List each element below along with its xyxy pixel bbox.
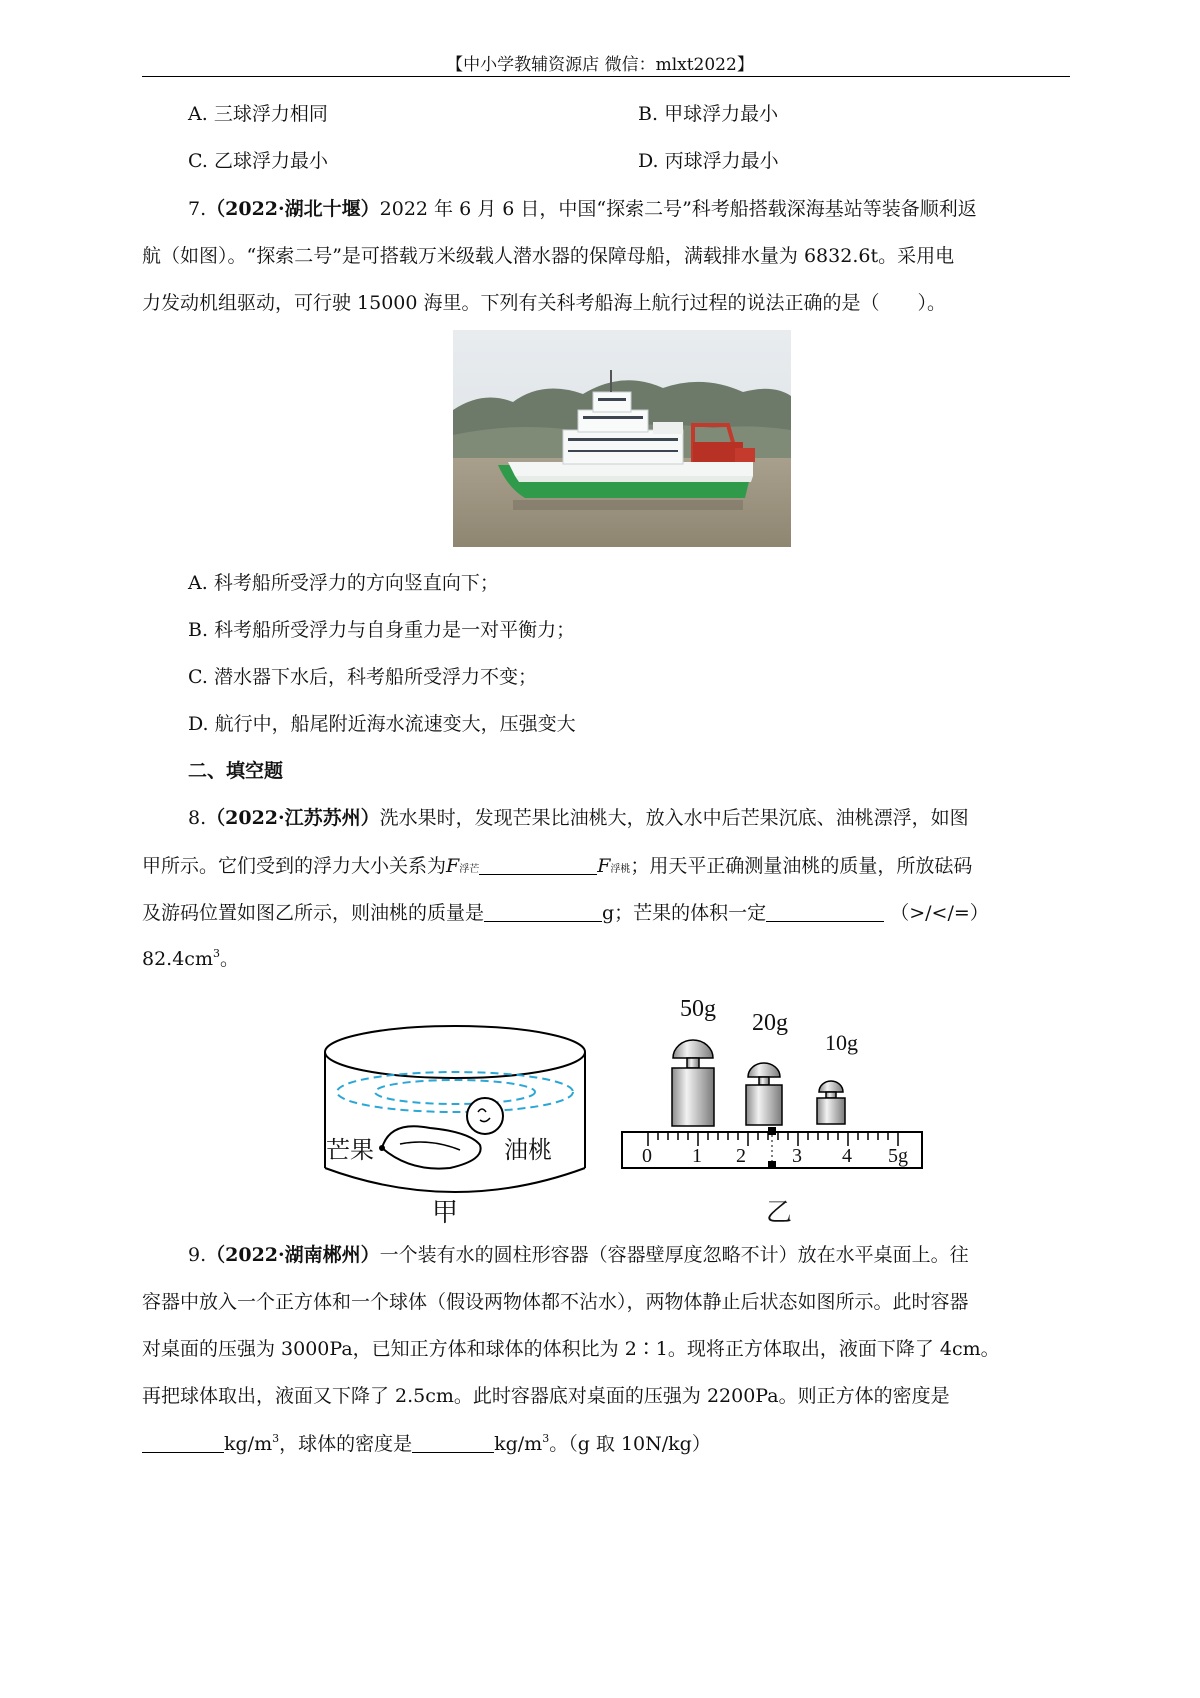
- scale-tick-3: 3: [792, 1145, 802, 1167]
- option-text: 科考船所受浮力与自身重力是一对平衡力；: [214, 619, 576, 641]
- question-text: 一个装有水的圆柱形容器（容器壁厚度忽略不计）放在水平桌面上。往: [379, 1244, 969, 1266]
- q8-line-1: [188, 809, 969, 828]
- q8-line-2: [142, 856, 972, 876]
- option-text: 甲球浮力最小: [664, 103, 779, 125]
- weight-label-50g: 50g: [680, 996, 716, 1022]
- q6-option-c: [188, 152, 328, 171]
- section-heading-fill-in: 二、填空题: [188, 760, 284, 782]
- page-header: 【中小学教辅资源店 微信：mlxt2022】: [446, 55, 754, 75]
- figure-yi-weights-and-scale: [618, 1020, 928, 1200]
- question-text: 。（g 取 10N/kg）: [549, 1433, 711, 1455]
- scale-tick-2: 2: [736, 1145, 746, 1167]
- option-text: 潜水器下水后，科考船所受浮力不变；: [213, 666, 537, 688]
- question-source: （2022·湖北十堰）: [206, 198, 380, 220]
- scale-tick-1: 1: [692, 1145, 702, 1167]
- option-key: A.: [188, 572, 208, 594]
- question-number: 9.: [188, 1244, 207, 1266]
- question-number: 8.: [188, 807, 207, 829]
- superscript: 3: [542, 1432, 550, 1445]
- option-key: C.: [188, 666, 208, 688]
- question-number: 7.: [188, 198, 207, 220]
- option-text: 丙球浮力最小: [664, 150, 779, 172]
- question-text: 82.4cm: [142, 948, 213, 970]
- scale-tick-4: 4: [842, 1145, 852, 1167]
- caption-jia: 甲: [432, 1198, 459, 1228]
- option-text: 三球浮力相同: [213, 103, 328, 125]
- f-peach-symbol: F浮桃: [597, 855, 631, 877]
- f-mango-subscript: 浮芒: [459, 864, 480, 875]
- option-key: C.: [188, 150, 208, 172]
- weight-label-10g: 10g: [825, 1030, 858, 1055]
- question-source: （2022·江苏苏州）: [206, 807, 380, 829]
- research-ship-photo: [453, 330, 791, 547]
- q6-option-a: [188, 105, 328, 124]
- superscript: 3: [272, 1432, 280, 1445]
- label-peach: 油桃: [504, 1136, 552, 1164]
- caption-yi: 乙: [766, 1198, 793, 1228]
- option-text: 科考船所受浮力的方向竖直向下；: [213, 572, 499, 594]
- answer-blank-sphere-density[interactable]: [412, 1434, 494, 1453]
- option-text: 乙球浮力最小: [213, 150, 328, 172]
- q9-line-5: [142, 1434, 711, 1454]
- option-key: A.: [188, 103, 208, 125]
- answer-blank[interactable]: [484, 903, 602, 922]
- q7-line-2: 航（如图）。“探索二号”是可搭载万米级载人潜水器的保障母船，满载排水量为 6832.6t。采用电: [142, 245, 955, 267]
- f-mango-symbol: F浮芒: [446, 855, 480, 877]
- option-key: B.: [638, 103, 659, 125]
- scale-tick-0: 0: [642, 1145, 652, 1167]
- q8-line-3: [142, 903, 989, 923]
- q8-line-4: [142, 947, 239, 970]
- question-text: 2022 年 6 月 6 日，中国“探索二号”科考船搭载深海基站等装备顺利返: [379, 198, 977, 220]
- q9-line-3: 对桌面的压强为 3000Pa，已知正方体和球体的体积比为 2∶1。现将正方体取出，液面下降了 4cm。: [142, 1338, 1000, 1360]
- option-key: B.: [188, 619, 209, 641]
- q7-line-1: [188, 200, 977, 219]
- q7-option-a: [188, 574, 499, 593]
- superscript: 3: [212, 947, 220, 960]
- question-text: ；用天平正确测量油桃的质量，所放砝码: [630, 855, 973, 877]
- question-text: kg/m: [494, 1433, 543, 1455]
- q7-option-c: [188, 668, 537, 687]
- q9-line-2: 容器中放入一个正方体和一个球体（假设两物体都不沾水），两物体静止后状态如图所示。此时容器: [142, 1291, 969, 1313]
- f-peach-subscript: 浮桃: [610, 864, 631, 875]
- question-text: 甲所示。它们受到的浮力大小关系为: [142, 855, 447, 877]
- question-text: 洗水果时，发现芒果比油桃大，放入水中后芒果沉底、油桃漂浮，如图: [379, 807, 969, 829]
- question-source: （2022·湖南郴州）: [206, 1244, 380, 1266]
- question-text: （>/</=）: [890, 902, 989, 924]
- q6-option-d: [638, 152, 779, 171]
- label-mango: 芒果: [326, 1136, 374, 1164]
- q6-option-b: [638, 105, 778, 124]
- answer-blank[interactable]: [766, 903, 884, 922]
- scale-tick-5g: 5g: [888, 1145, 908, 1167]
- question-text: ，球体的密度是: [279, 1433, 413, 1455]
- answer-blank[interactable]: [479, 856, 597, 875]
- question-text: 。: [219, 948, 239, 970]
- q7-option-d: [188, 715, 576, 734]
- question-text: 及游码位置如图乙所示，则油桃的质量是: [142, 902, 485, 924]
- option-key: D.: [188, 713, 209, 735]
- q7-option-b: [188, 621, 575, 640]
- answer-blank-cube-density[interactable]: [142, 1434, 224, 1453]
- weight-label-20g: 20g: [752, 1010, 788, 1036]
- header-rule: [142, 76, 1070, 77]
- q9-line-1: [188, 1246, 969, 1265]
- question-text: kg/m: [224, 1433, 273, 1455]
- q7-line-3: 力发动机组驱动，可行驶 15000 海里。下列有关科考船海上航行过程的说法正确的是（ ）。: [142, 292, 947, 314]
- option-key: D.: [638, 150, 659, 172]
- q9-line-4: 再把球体取出，液面又下降了 2.5cm。此时容器底对桌面的压强为 2200Pa。则正方体的密度是: [142, 1385, 950, 1407]
- question-text: g；芒果的体积一定: [602, 902, 767, 924]
- option-text: 航行中，船尾附近海水流速变大，压强变大: [214, 713, 576, 735]
